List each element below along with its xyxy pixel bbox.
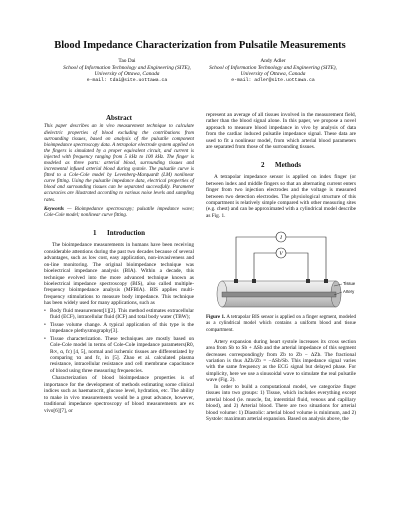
methods-paragraph-3: In order to build a computational model, we categorize finger tissues into two groups: 1) Tissue, which includes everything except arterial blood (ie. muscle, fat, interstitial fluid, venous and capillary blood), and 2) Arterial blood. There are two situations for arterial blood volume: 1) Diastolic: arterial blood volume is minimum, and 2) Systole: maximum arterial expansion. Based on analysis above, the [206, 383, 356, 423]
intro-paragraph-continued: represent an average of all tissues involved in the measurement field, rather than the blood signal alone. In this paper, we propose a novel approach to measure blood impedance in vivo by analysis of data from the cardiac induced pulsatile impedance signal. These data are used to fit a nonlinear model, from which arterial blood parameters are separated from those of the surrounding tissues. [206, 112, 356, 151]
section-title: Methods [274, 160, 302, 169]
author-affiliation: School of Information Technology and Engineering (SITE), [63, 64, 191, 71]
intro-paragraph-1: The bioimpedance measurements in humans have been receiving considerable attentions during the past two decades because of several advantages, such as low cost, easy application, non-invasiveness and on-line monitoring. The original bioimpedance technique was bioelectrical impedance analysis (BIA). Within a decade, this technique evolved into the more advanced technique known as bioelectrical impedance spectroscopy (BIS), also called multiple-frequency bioimpedance analysis (MFBIA). BIS applies multi-frequency stimulations to measure body impedance. This technique has been widely used for many applications, such as [44, 242, 194, 307]
section-title: Introduction [107, 228, 145, 237]
abstract-text: This paper describes an in vivo measurement technique to calculate dielectric properties of blood excluding the contributions from surrounding tissues, based on analysis of the pulsatile component bioimpedance spectroscopy data. A tetrapolar electrode system applied on the fingers is simulated by a proper equivalent circuit, and current is injected with frequency ranging from 5 kHz to 100 kHz. The finger is modeled as three parts: arterial blood, surrounding tissues and incremental infused arterial blood during systole. The pulsatile curve is fitted to a Cole-Cole model by Levenberg-Marquardt (LM) nonlinear curve fitting. Using the pulsatile impedance data, electrical properties of blood and surrounding tissues can be separated successfully. Parameter accuracies are illustrated according to various noise levels and sampling rates. [44, 124, 194, 203]
list-item: • Tissue volume change. A typical application of this type is the impedance plethysmography[3]. [44, 322, 194, 335]
left-column [44, 112, 194, 414]
electrode-icon [234, 279, 238, 283]
author-affiliation: School of Information Technology and Engineering (SITE), [209, 64, 337, 71]
electrode-icon [306, 279, 310, 283]
list-item: • Body fluid measurement[1][2]. This method estimates extracellular fluid (ECF), intracellular fluid (ICF) and total body water (TBW); [44, 308, 194, 321]
author-block-2 [198, 58, 348, 84]
methods-paragraph-1: A tetrapolar impedance sensor is applied on index finger (or between index and middle fingers so that an alternating current enters finger from two injection electrodes and the voltage is measured between two detection electrodes. The physiological structure of this compartment is relatively simple compared with other measuring sites (e.g. chest) and can be approximated with a cylindrical model describe as Fig. 1. [206, 174, 356, 219]
paper-title: Blood Impedance Characterization from Pulsatile Measurements [54, 40, 346, 51]
current-label: I [280, 235, 282, 242]
current-source-wire [236, 237, 326, 281]
methods-paragraph-2: Artery expansion during heart systole increases its cross section area from Sb to Sb + ΔSb and the arterial impedance of this segment decreases correspondingly from Zb to Zb − ΔZb. The fractional variation is thus ΔZb/Zb = −ΔSb/Sb. This impedance signal varies with the same frequency as the ECG signal but delayed phase. For simplicity, here we use a sinusoidal wave to simulate the real pulsatile wave (Fig. 2). [206, 338, 356, 384]
section-number: 1 [93, 228, 97, 237]
finger-cylinder-diagram [206, 223, 356, 313]
artery-label: Artery [343, 289, 355, 295]
section-number: 2 [260, 160, 265, 169]
figure-1-caption [206, 315, 356, 333]
electrode-icon [252, 279, 256, 283]
list-item: • Tissue characterization. These techniques are mostly based on Cole-Cole model in terms of Cole-Cole impedance parameters(R0, R∞, α, fc) [4, 5], normal and ischemic tissues are differentiated by comparing τα and fc, in [5]. Zhao et al. calculated plasma resistance, intracellular resistance and cell membrane capacitance of blood using three measuring frequencies. [44, 336, 194, 375]
section-heading-introduction [44, 230, 194, 236]
abstract-heading: Abstract [105, 114, 133, 122]
caption-text: A tetrapolar BIS sensor is applied on a finger segment, modeled as a cylindrical model which contains a uniform blood and tissue compartment. [206, 315, 356, 333]
caption-label: Figure 1. [206, 315, 226, 321]
intro-bullet-list [44, 308, 194, 375]
author-block-1 [52, 58, 202, 84]
voltage-label: V [279, 251, 283, 258]
tissue-label: Tissue [343, 281, 356, 287]
author-university: University of Ottawa, Canada [94, 71, 160, 78]
electrode-icon [324, 279, 328, 283]
section-heading-methods [206, 162, 356, 168]
keywords [44, 207, 194, 219]
author-email: e-mail: adler@site.uottawa.ca [231, 77, 315, 83]
artery-vessel [222, 292, 336, 297]
keywords-text: — Bioimpedance spectroscopy; pulsatile impedance wave; Cole-Cole model; nonlinear curve fitting. [44, 206, 194, 218]
author-name: Andy Adler [260, 58, 286, 64]
author-university: University of Ottawa, Canada [240, 71, 306, 78]
author-name: Tao Dai [118, 58, 136, 64]
right-column [206, 112, 356, 423]
intro-paragraph-2: Characterization of blood bioimpedance properties is of importance for the development of methods estimating some clinical indices such as haematocrit, glucose level, hydration, etc. The ability to make in vivo measurements would be a great advance, however, traditional impedance spectroscopy of blood measurements are ex vivo[6][7], or [44, 375, 194, 414]
figure-1-finger-diagram [206, 223, 356, 313]
keywords-label: Keywords [44, 206, 64, 212]
author-email: e-mail: tdai@site.uottawa.ca [86, 77, 168, 83]
